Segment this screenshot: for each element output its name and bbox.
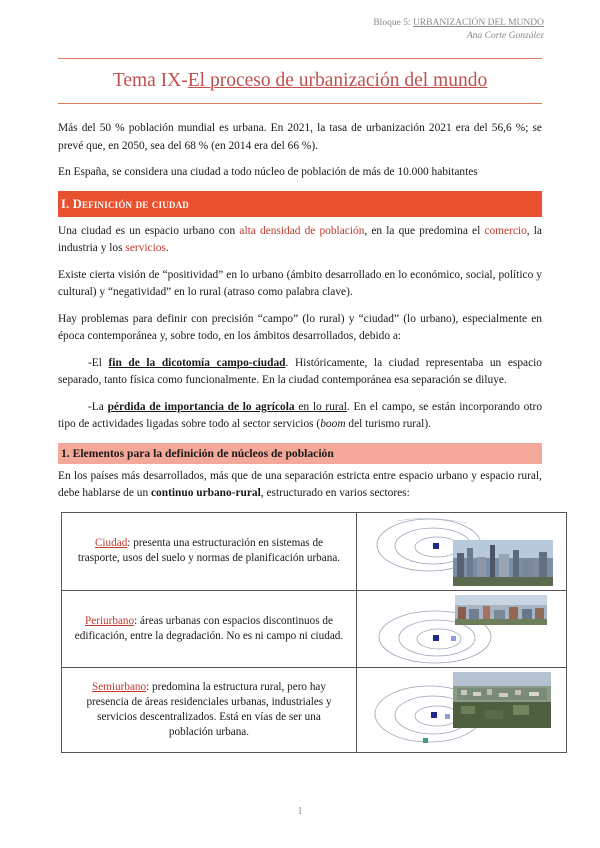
text-run: del turismo rural). [345,418,431,430]
document-body [58,120,542,753]
section-number: I. [61,196,73,211]
city-diagram-image [357,513,566,589]
table-cell-periurbano [62,590,357,667]
text-run: . [165,242,169,254]
subsection1-paragraph [58,468,542,503]
header-block-title[interactable]: URBANIZACIÓN DEL MUNDO [412,18,544,28]
highlight-commerce: comercio [484,224,527,237]
table-cell-image [357,590,567,667]
header-block-line [373,17,544,30]
continuo-term: continuo urbano-rural [150,487,261,499]
section1-paragraph-1 [58,223,542,258]
concentric-city-diagram [357,513,566,589]
text-run: , la industria y los [58,224,542,254]
term-semiurbano[interactable]: Semiurbano [92,680,147,693]
term-description: : áreas urbanas con espacios discontinuos de edificación, entre la degradación. No es ni campo ni ciudad. [74,614,344,642]
term-description: : predomina la estructura rural, pero hay presencia de áreas residenciales urbanas, industriales y servicios descentralizados. Está en vías de ser una población urbana. [86,680,332,738]
text-run: En los países más desarrollados, más que de una separación estricta entre espacio urbano y espacio rural, debe hablarse de un [58,469,542,499]
bullet-dichotomy-term: fin de la dicotomía campo-ciudad [108,356,286,369]
section1-paragraph-2: Existe cierta visión de “positividad” en lo urbano (ámbito desarrollado en lo económico, social, político y cultural) y “negatividad” en lo rural (atraso como palabra clave). [58,268,542,298]
title-bottom-rule [58,103,542,104]
semiurban-diagram-image [357,668,566,752]
highlight-services: servicios [125,242,166,254]
header-author: Ana Corte González [466,31,544,41]
table-row [62,667,567,752]
header-block-prefix: Bloque 5: [373,18,413,28]
intro-paragraph-1: Más del 50 % población mundial es urbana. En 2021, la tasa de urbanización 2021 era del 56,6 %; se prevé que, en 2050, sea del 68 % (en 2014 era del 66 %). [58,122,542,152]
highlight-density: alta densidad de población [239,224,365,237]
concentric-semiurban-diagram [357,668,566,752]
text-run: , en la que predomina el [364,224,485,237]
table-cell-semiurbano [62,667,357,752]
table-cell-ciudad [62,512,357,590]
text-run: , estructurado en varios sectores: [260,487,410,499]
text-run: . Históricamente, la ciudad representaba un espacio separado, tanto física como funcionalmente. En la ciudad contemporánea esa separación se diluye. [58,356,542,386]
text-run: . En el campo, se están incorporando otro tipo de actividades ligadas sobre todo al sector servicios ( [58,400,543,430]
bullet-agriculture [58,399,542,434]
section1-paragraph-3: Hay problemas para definir con precisión “campo” (lo rural) y “ciudad” (lo urbano), especialmente en época contemporánea y, sobre todo, en los ámbitos desarrollados, debido a: [58,312,542,342]
text-run: -El [88,356,109,369]
bullet-agriculture-term: pérdida de importancia de lo agrícola [107,400,295,413]
term-ciudad[interactable]: Ciudad [94,537,128,549]
intro-paragraph-2: En España, se considera una ciudad a todo núcleo de población de más de 10.000 habitantes [58,166,478,178]
title-prefix: Tema IX- [112,70,188,91]
section-heading-definicion [58,191,542,217]
title-main: El proceso de urbanización del mundo [187,70,488,91]
table-cell-image [357,512,567,590]
title-top-rule [58,58,542,59]
text-run: en lo rural [294,400,347,413]
text-run: -La [88,400,108,413]
document-title [58,68,542,94]
table-cell-image [357,667,567,752]
population-nuclei-table [61,512,567,753]
bullet-dichotomy [58,355,542,390]
periurban-diagram-image [357,591,566,667]
text-run: Una ciudad es un espacio urbano con [58,224,240,237]
table-row [62,590,567,667]
table-row [62,512,567,590]
italic-boom: boom [320,418,346,430]
page-header [373,17,544,43]
term-periurbano[interactable]: Periurbano [85,614,135,627]
subsection-heading-elementos: 1. Elementos para la definición de núcleos de población [58,443,542,464]
page-number: 1 [297,806,303,817]
concentric-periurban-diagram [357,591,566,667]
term-description: : presenta una estructuración en sistemas de trasporte, usos del suelo y normas de planificación urbana. [77,537,341,564]
section-title: Definición de ciudad [72,196,190,211]
